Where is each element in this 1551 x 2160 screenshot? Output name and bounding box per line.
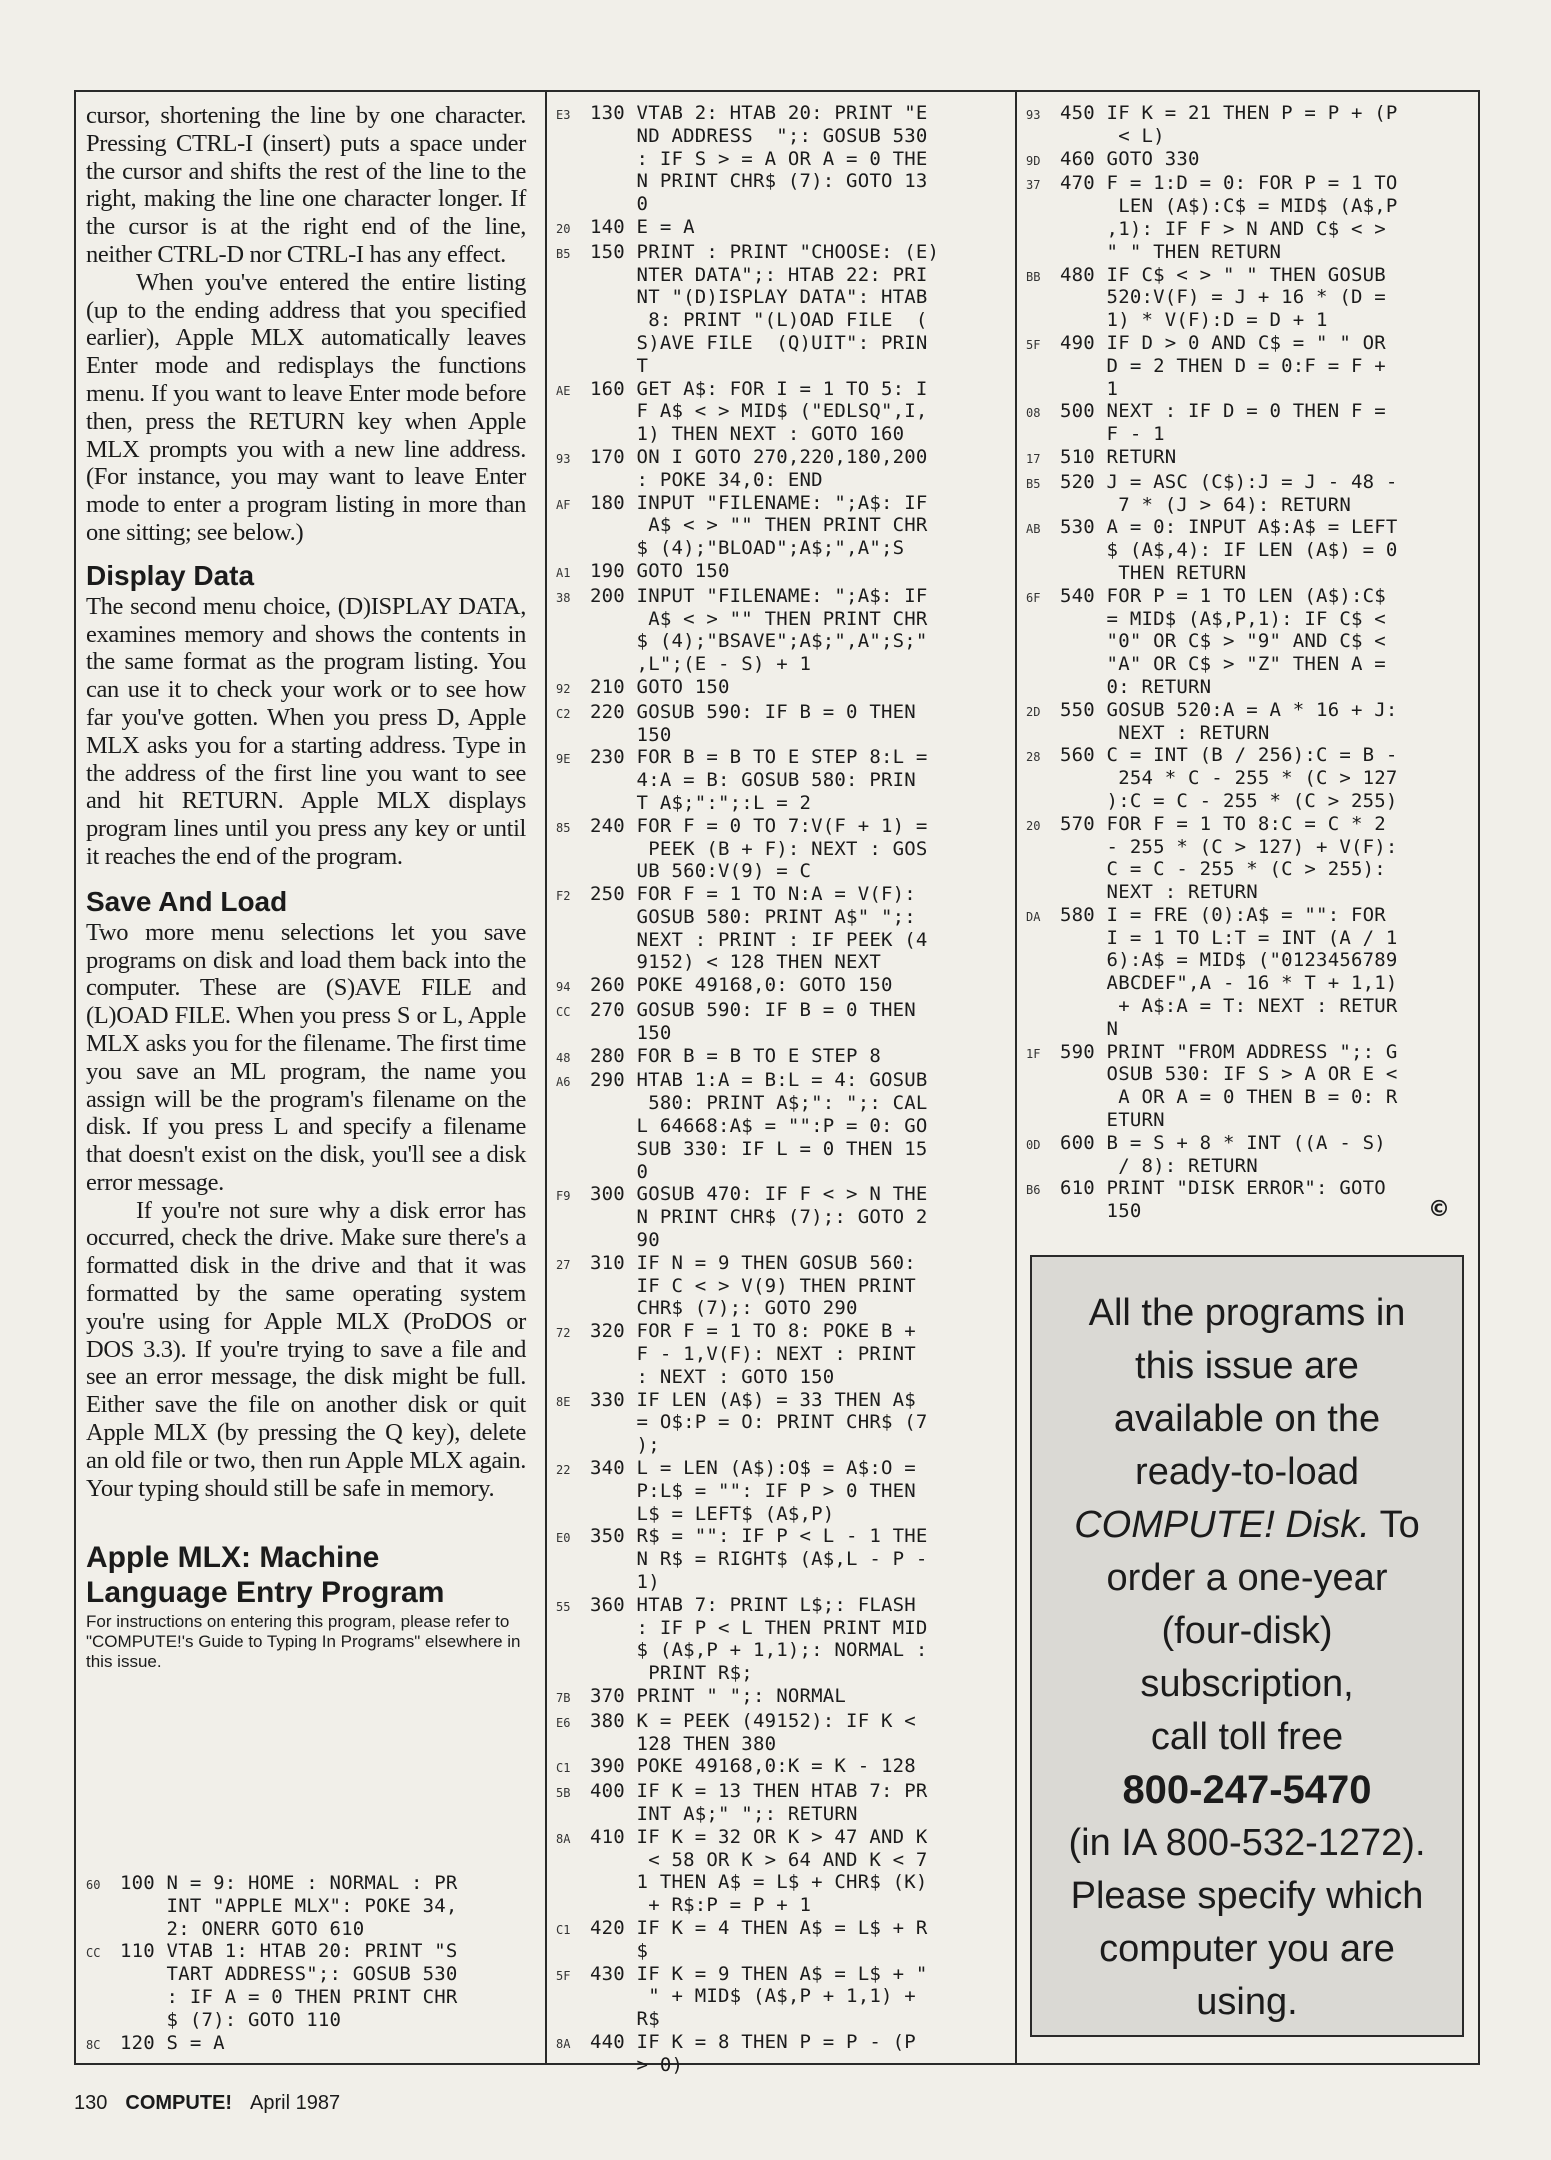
paragraph-disk-error: If you're not sure why a disk error has occurred, check the drive. Make sure there's a formatted disk in the drive and that it was formatted by the same operating system you're using for Apple MLX (ProDOS or DOS 3.3). If you're trying to save a file and see an error message, the disk might be full. Either save the file on another disk or quit Apple MLX (by pressing the Q key), delete an old file or two, then run Apple MLX again. Your typing should still be safe in memory.	[86, 1196, 526, 1502]
code-text: 130 VTAB 2: HTAB 20: PRINT "E ND ADDRESS ";: GOSUB 530 : IF S > = A OR A = 0 THE N PRINT CHR$ (7): GOTO 13 0	[590, 102, 928, 216]
checksum: 85	[556, 820, 571, 835]
listing-line	[556, 676, 1011, 701]
column-divider-2	[1015, 90, 1017, 2065]
code-text: 320 FOR F = 1 TO 8: POKE B + F - 1,V(F): NEXT : PRINT : NEXT : GOTO 150	[590, 1320, 916, 1388]
checksum: 28	[1026, 750, 1041, 765]
listing-line	[556, 1685, 1011, 1710]
listing-line	[86, 2032, 526, 2057]
code-text: 330 IF LEN (A$) = 33 THEN A$ = O$:P = O: PRINT CHR$ (7 );	[590, 1388, 928, 1457]
listing-line	[556, 1826, 1011, 1917]
listing-line	[1026, 744, 1476, 812]
checksum: B5	[556, 246, 571, 261]
checksum: 2D	[1026, 704, 1041, 719]
code-text: 220 GOSUB 590: IF B = 0 THEN 150	[590, 700, 916, 746]
ad-phone-number: 800-247-5470	[1122, 1768, 1372, 1812]
code-text: 260 POKE 49168,0: GOTO 150	[590, 974, 893, 997]
listing-column-2	[556, 102, 1011, 2077]
ad-line: computer you are	[1099, 1928, 1395, 1970]
ad-line: available on the	[1113, 1398, 1381, 1440]
listing-line	[556, 974, 1011, 999]
listing-line	[1026, 102, 1476, 148]
checksum: C1	[556, 1922, 571, 1937]
column-divider-1	[545, 90, 547, 2065]
listing-line	[556, 492, 1011, 560]
disk-subscription-ad	[1030, 1255, 1464, 2037]
checksum: 17	[1026, 451, 1041, 466]
ad-line: subscription,	[1140, 1663, 1354, 1705]
listing-line	[556, 241, 1011, 378]
code-text: 110 VTAB 1: HTAB 20: PRINT "S TART ADDRESS";: GOSUB 530 : IF A = 0 THEN PRINT CHR $ (7): GOTO 110	[120, 1940, 458, 2031]
checksum: 8E	[556, 1394, 571, 1409]
listing-line	[556, 446, 1011, 492]
listing-line	[556, 585, 1011, 676]
checksum: C2	[556, 706, 571, 721]
code-text: 510 RETURN	[1060, 445, 1177, 468]
code-text: 170 ON I GOTO 270,220,180,200 : POKE 34,0: END	[590, 445, 928, 491]
listing-line	[556, 1457, 1011, 1525]
checksum: CC	[556, 1005, 571, 1020]
ad-line: ready-to-load	[1135, 1451, 1359, 1493]
listing-line	[1026, 813, 1476, 904]
ad-line-tail: To	[1369, 1504, 1420, 1546]
checksum: 93	[1026, 108, 1041, 122]
ad-line: (four-disk)	[1161, 1610, 1333, 1652]
listing-line	[556, 815, 1011, 883]
checksum: 20	[1026, 818, 1041, 833]
listing-line	[556, 746, 1011, 814]
paragraph-display-data: The second menu choice, (D)ISPLAY DATA, examines memory and shows the contents in the same format as the program listing. You can use it to check your work or to see how far you've gotten. When you press D, Apple MLX asks you for a starting address. Type in the address of the first line you want to see and hit RETURN. Apple MLX displays program lines until you press any key or until it reaches the end of the program.	[86, 592, 526, 870]
ad-line: call toll free	[1150, 1716, 1344, 1758]
checksum: 8A	[556, 2036, 571, 2051]
checksum: 94	[556, 980, 571, 995]
listing-line	[556, 1594, 1011, 1685]
code-text: 390 POKE 49168,0:K = K - 128	[590, 1755, 916, 1778]
heading-save-and-load: Save And Load	[86, 885, 288, 917]
code-text: 440 IF K = 8 THEN P = P - (P > 0)	[590, 2030, 916, 2076]
checksum: 5B	[556, 1786, 571, 1801]
code-text: 590 PRINT "FROM ADDRESS ";: G OSUB 530: IF S > A OR E < A OR A = 0 THEN B = 0: R ETURN	[1060, 1040, 1398, 1132]
code-text: 180 INPUT "FILENAME: ";A$: IF A$ < > "" THEN PRINT CHR $ (4);"BLOAD";A$;",A";S	[590, 491, 928, 560]
checksum: 08	[1026, 406, 1041, 421]
listing-line	[1026, 1177, 1476, 1223]
code-text: 490 IF D > 0 AND C$ = " " OR D = 2 THEN D = 0:F = F + 1	[1060, 331, 1386, 400]
ad-line: using.	[1196, 1981, 1298, 2023]
listing-line	[556, 999, 1011, 1045]
listing-line	[556, 1389, 1011, 1457]
code-text: 240 FOR F = 0 TO 7:V(F + 1) = PEEK (B + F): NEXT : GOS UB 560:V(9) = C	[590, 814, 928, 883]
code-text: 610 PRINT "DISK ERROR": GOTO 150	[1060, 1177, 1386, 1223]
listing-line	[556, 1252, 1011, 1320]
listing-column-1	[86, 1872, 526, 2056]
ad-line: (in IA 800-532-1272).	[1068, 1822, 1426, 1864]
listing-line	[556, 2031, 1011, 2077]
code-text: 570 FOR F = 1 TO 8:C = C * 2 - 255 * (C > 127) + V(F): C = C - 255 * (C > 255): NEXT : RETURN	[1060, 812, 1398, 904]
checksum: 60	[86, 1878, 101, 1892]
ad-product-name: COMPUTE! Disk.	[1074, 1504, 1370, 1546]
listing-line	[556, 1045, 1011, 1070]
listing-line	[1026, 471, 1476, 517]
code-text: 350 R$ = "": IF P < L - 1 THE N R$ = RIGHT$ (A$,L - P - 1)	[590, 1525, 928, 1593]
checksum: 38	[556, 590, 571, 605]
checksum: B6	[1026, 1183, 1041, 1198]
listing-line	[556, 1917, 1011, 1963]
article-column	[86, 102, 526, 1672]
code-text: 480 IF C$ < > " " THEN GOSUB 520:V(F) = J + 16 * (D = 1) * V(F):D = D + 1	[1060, 263, 1386, 332]
copyright-symbol: ©	[1428, 1197, 1450, 1222]
listing-line	[556, 1963, 1011, 2031]
code-text: 340 L = LEN (A$):O$ = A$:O = P:L$ = "": IF P > 0 THEN L$ = LEFT$ (A$,P)	[590, 1457, 916, 1525]
code-text: 230 FOR B = B TO E STEP 8:L = 4:A = B: GOSUB 580: PRIN T A$;":";:L = 2	[590, 746, 928, 814]
listing-line	[86, 1940, 526, 2031]
checksum: 48	[556, 1050, 571, 1065]
checksum: E6	[556, 1715, 571, 1730]
listing-line	[556, 378, 1011, 446]
checksum: A1	[556, 565, 571, 580]
listing-line	[556, 102, 1011, 216]
listing-line	[556, 1755, 1011, 1780]
listing-line	[1026, 904, 1476, 1041]
listing-line	[556, 216, 1011, 241]
listing-line	[556, 1525, 1011, 1593]
code-text: 200 INPUT "FILENAME: ";A$: IF A$ < > "" THEN PRINT CHR $ (4);"BSAVE";A$;",A";S;" ,L";(E - S) + 1	[590, 584, 928, 676]
checksum: 72	[556, 1326, 571, 1341]
ad-line: this issue are	[1135, 1345, 1359, 1387]
listing-line	[1026, 1041, 1476, 1132]
code-text: 430 IF K = 9 THEN A$ = L$ + " " + MID$ (A$,P + 1,1) + R$	[590, 1962, 928, 2031]
magazine-name: COMPUTE!	[125, 2092, 233, 2114]
listing-line	[556, 1069, 1011, 1183]
listing-line	[556, 1183, 1011, 1251]
code-text: 560 C = INT (B / 256):C = B - 254 * C - 255 * (C > 127 ):C = C - 255 * (C > 255)	[1060, 744, 1398, 812]
code-text: 460 GOTO 330	[1060, 147, 1200, 170]
code-text: 420 IF K = 4 THEN A$ = L$ + R $	[590, 1916, 928, 1962]
listing-line	[1026, 446, 1476, 471]
checksum: 9D	[1026, 153, 1041, 168]
checksum: AB	[1026, 522, 1041, 537]
listing-line	[1026, 332, 1476, 400]
code-text: 360 HTAB 7: PRINT L$;: FLASH : IF P < L THEN PRINT MID $ (A$,P + 1,1);: NORMAL : PRINT R$;	[590, 1593, 928, 1685]
code-text: 270 GOSUB 590: IF B = 0 THEN 150	[590, 999, 916, 1044]
code-text: 470 F = 1:D = 0: FOR P = 1 TO LEN (A$):C$ = MID$ (A$,P ,1): IF F > N AND C$ < > " " THEN RETURN	[1060, 172, 1398, 263]
code-text: 540 FOR P = 1 TO LEN (A$):C$ = MID$ (A$,P,1): IF C$ < "0" OR C$ > "9" AND C$ < "A" OR C$ > "Z" THEN A = 0: RETURN	[1060, 584, 1386, 698]
code-text: 530 A = 0: INPUT A$:A$ = LEFT $ (A$,4): IF LEN (A$) = 0 THEN RETURN	[1060, 516, 1398, 584]
ad-line: Please specify which	[1070, 1875, 1424, 1917]
checksum: E3	[556, 108, 571, 122]
listing-line	[1026, 516, 1476, 584]
checksum: 8A	[556, 1831, 571, 1846]
listing-title-line-1: Apple MLX: Machine	[86, 1541, 380, 1575]
listing-title-line-2: Language Entry Program	[86, 1576, 445, 1610]
listing-line	[1026, 699, 1476, 745]
checksum: 8C	[86, 2037, 101, 2052]
code-text: 380 K = PEEK (49152): IF K < 128 THEN 380	[590, 1709, 916, 1755]
ad-line: order a one-year	[1106, 1557, 1388, 1599]
listing-line	[556, 1710, 1011, 1756]
code-text: 190 GOTO 150	[590, 559, 730, 582]
code-text: 520 J = ASC (C$):J = J - 48 - 7 * (J > 64): RETURN	[1060, 470, 1398, 516]
listing-instructions: For instructions on entering this program, please refer to "COMPUTE!'s Guide to Typing In Programs" elsewhere in this issue.	[86, 1612, 521, 1672]
listing-line	[556, 560, 1011, 585]
code-text: 300 GOSUB 470: IF F < > N THE N PRINT CHR$ (7);: GOTO 2 90	[590, 1183, 928, 1252]
code-text: 400 IF K = 13 THEN HTAB 7: PR INT A$;" ";: RETURN	[590, 1780, 928, 1825]
code-text: 290 HTAB 1:A = B:L = 4: GOSUB 580: PRINT A$;": ";: CAL L 64668:A$ = "":P = 0: GO SUB 330: IF L = 0 THEN 15 0	[590, 1069, 928, 1183]
listing-line	[86, 1872, 526, 1940]
code-text: 250 FOR F = 1 TO N:A = V(F): GOSUB 580: PRINT A$" ";: NEXT : PRINT : IF PEEK (4 9152) < 128 THEN NEXT	[590, 883, 928, 974]
code-text: 310 IF N = 9 THEN GOSUB 560: IF C < > V(9) THEN PRINT CHR$ (7);: GOTO 290	[590, 1251, 916, 1320]
heading-display-data: Display Data	[86, 559, 255, 591]
checksum: 55	[556, 1599, 571, 1614]
checksum: C1	[556, 1761, 571, 1776]
code-text: 280 FOR B = B TO E STEP 8	[590, 1044, 881, 1067]
listing-line	[556, 701, 1011, 747]
checksum: 7B	[556, 1690, 571, 1705]
checksum: 27	[556, 1257, 571, 1272]
listing-line	[1026, 148, 1476, 173]
ad-line	[1050, 1499, 1444, 1552]
checksum: E0	[556, 1531, 571, 1546]
checksum: 37	[1026, 178, 1041, 193]
code-text: 550 GOSUB 520:A = A * 16 + J: NEXT : RETURN	[1060, 698, 1398, 744]
listing-line	[1026, 172, 1476, 263]
code-text: 100 N = 9: HOME : NORMAL : PR INT "APPLE MLX": POKE 34, 2: ONERR GOTO 610	[120, 1872, 458, 1940]
checksum: DA	[1026, 909, 1041, 924]
code-text: 160 GET A$: FOR I = 1 TO 5: I F A$ < > MID$ ("EDLSQ",I, 1) THEN NEXT : GOTO 160	[590, 377, 928, 446]
listing-line	[1026, 264, 1476, 332]
ad-line: All the programs in	[1088, 1292, 1406, 1334]
checksum: 5F	[556, 1968, 571, 1983]
checksum: 1F	[1026, 1046, 1041, 1061]
code-text: 120 S = A	[120, 2031, 225, 2054]
checksum: CC	[86, 1946, 101, 1961]
checksum: F2	[556, 889, 571, 904]
checksum: 22	[556, 1463, 571, 1478]
code-text: 410 IF K = 32 OR K > 47 AND K < 58 OR K > 64 AND K < 7 1 THEN A$ = L$ + CHR$ (K) + R$:P = P + 1	[590, 1825, 928, 1917]
paragraph-save-load: Two more menu selections let you save programs on disk and load them back into the computer. These are (S)AVE FILE and (L)OAD FILE. When you press S or L, Apple MLX asks you for the filename. The first time you save an ML program, the name you assign will be the program's filename on the disk. If you press L and specify a filename that doesn't exist on the disk, you'll see a disk error message.	[86, 918, 526, 1196]
listing-line	[556, 1780, 1011, 1826]
code-text: 140 E = A	[590, 215, 695, 238]
checksum: AE	[556, 383, 571, 398]
checksum: A6	[556, 1075, 571, 1090]
paragraph-cursor: cursor, shortening the line by one character. Pressing CTRL-I (insert) puts a space under the cursor and shifts the rest of the line to the right, making the line one character longer. If the cursor is at the right end of the line, neither CTRL-D nor CTRL-I has any effect.	[86, 102, 526, 268]
checksum: 6F	[1026, 590, 1041, 605]
code-text: 580 I = FRE (0):A$ = "": FOR I = 1 TO L:T = INT (A / 1 6):A$ = MID$ ("0123456789 ABCDEF",A - 16 * T + 1,1) + A$:A = T: NEXT : RETUR N	[1060, 903, 1398, 1040]
listing-column-3	[1026, 102, 1476, 1223]
code-text: 210 GOTO 150	[590, 675, 730, 698]
listing-line	[556, 883, 1011, 974]
page-footer	[74, 2092, 340, 2118]
page-number: 130	[74, 2092, 108, 2114]
code-text: 450 IF K = 21 THEN P = P + (P < L)	[1060, 102, 1398, 147]
code-text: 370 PRINT " ";: NORMAL	[590, 1684, 847, 1707]
checksum: 92	[556, 681, 571, 696]
checksum: 9E	[556, 752, 571, 767]
code-text: 600 B = S + 8 * INT ((A - S) / 8): RETURN	[1060, 1131, 1386, 1177]
checksum: BB	[1026, 269, 1041, 284]
listing-line	[1026, 400, 1476, 446]
code-text: 150 PRINT : PRINT "CHOOSE: (E) NTER DATA";: HTAB 22: PRI NT "(D)ISPLAY DATA": HTAB 8: PRINT "(L)OAD FILE ( S)AVE FILE (Q)UIT": PRIN T	[590, 240, 940, 377]
issue-date: April 1987	[250, 2092, 341, 2114]
checksum: B5	[1026, 476, 1041, 491]
paragraph-enter-mode: When you've entered the entire listing (up to the ending address that you specified earlier), Apple MLX automatically leaves Enter mode and redisplays the functions menu. If you want to leave Enter mode before then, press the RETURN key when Apple MLX prompts you with a new line address. (For instance, you may want to leave Enter mode to enter a program listing in more than one sitting; see below.)	[86, 268, 526, 546]
listing-line	[1026, 1132, 1476, 1178]
code-text: 500 NEXT : IF D = 0 THEN F = F - 1	[1060, 400, 1386, 446]
checksum: AF	[556, 497, 571, 512]
listing-line	[1026, 585, 1476, 699]
checksum: 5F	[1026, 337, 1041, 352]
listing-line	[556, 1320, 1011, 1388]
checksum: 0D	[1026, 1137, 1041, 1152]
checksum: 93	[556, 451, 571, 466]
checksum: F9	[556, 1189, 571, 1204]
checksum: 20	[556, 221, 571, 236]
